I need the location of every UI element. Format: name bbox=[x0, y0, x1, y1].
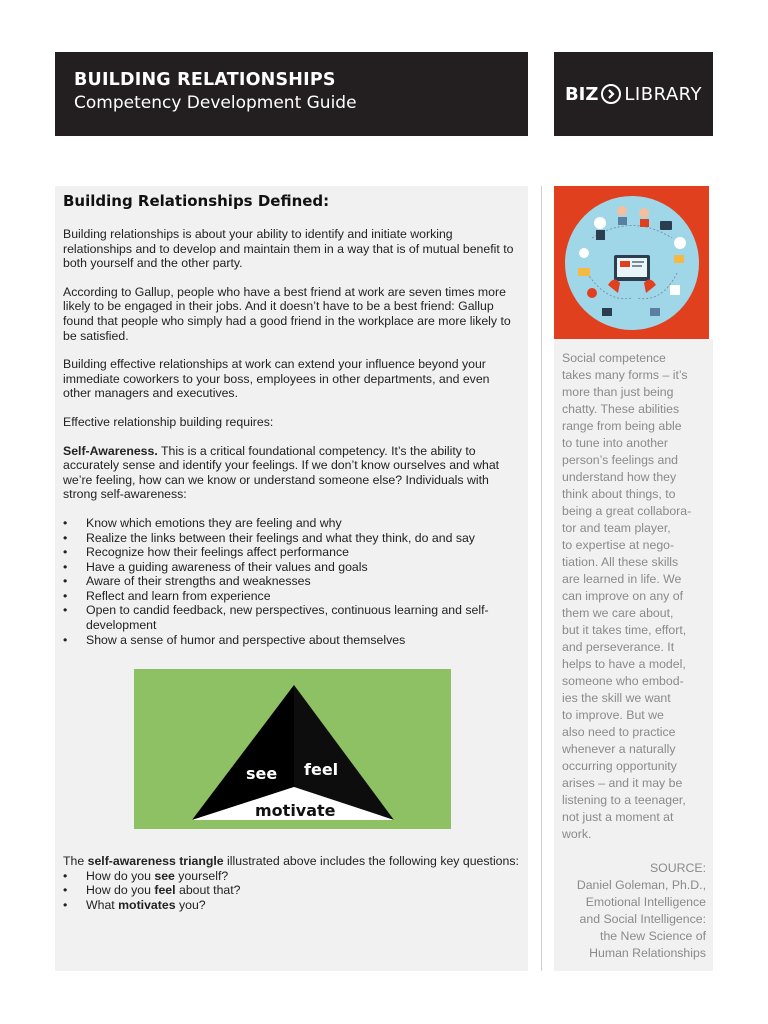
page-subtitle: Competency Development Guide bbox=[74, 93, 357, 113]
quote-line: them we care about, bbox=[562, 606, 674, 620]
quote-line: chatty. These abilities bbox=[562, 402, 680, 416]
quote-line: someone who embod- bbox=[562, 674, 684, 688]
list-item: • Have a guiding awareness of their values and goals bbox=[63, 560, 520, 575]
paragraph-influence: Building effective relationships at work can extend your influence beyond your immediate coworkers to your boss, employees in other departments, and even other managers and executives. bbox=[63, 357, 490, 401]
logo-biz-text: BIZ bbox=[564, 83, 599, 105]
question-pre: How do you bbox=[86, 883, 155, 898]
main-content bbox=[55, 186, 528, 971]
sidebar-quote bbox=[562, 350, 706, 843]
quote-line: understand how they bbox=[562, 470, 677, 484]
list-item bbox=[63, 883, 520, 898]
quote-line: tor and team player, bbox=[562, 521, 671, 535]
quote-line: to expertise at nego- bbox=[562, 538, 675, 552]
source-line: SOURCE: bbox=[649, 861, 706, 875]
source-line: and Social Intelligence: bbox=[579, 912, 706, 926]
quote-line: Social competence bbox=[562, 351, 666, 365]
quote-line: to tune into another bbox=[562, 436, 668, 450]
quote-line: ies the skill we want bbox=[562, 691, 671, 705]
question-bold: feel bbox=[154, 883, 176, 898]
intro-post: illustrated above includes the following key questions: bbox=[223, 854, 519, 869]
quote-line: think about things, to bbox=[562, 487, 676, 501]
intro-bold: self-awareness triangle bbox=[87, 854, 224, 869]
list-item: • Know which emotions they are feeling and why bbox=[63, 516, 520, 531]
header-banner bbox=[55, 52, 528, 136]
question-post: about that? bbox=[175, 883, 241, 898]
list-item bbox=[63, 898, 520, 913]
quote-line: arises – and it may be bbox=[562, 776, 683, 790]
quote-line: listening to a teenager, bbox=[562, 793, 686, 807]
source-line: Emotional Intelligence bbox=[585, 895, 706, 909]
paragraph-requires: Effective relationship building requires: bbox=[63, 414, 274, 429]
paragraph-self-awareness bbox=[63, 444, 520, 502]
sidebar-quote-panel bbox=[554, 339, 713, 971]
list-item: • Reflect and learn from experience bbox=[63, 589, 520, 604]
paragraph-triangle-intro bbox=[63, 854, 520, 869]
self-awareness-label: Self-Awareness. bbox=[63, 443, 158, 458]
question-post: you? bbox=[175, 898, 206, 913]
self-awareness-triangle bbox=[134, 669, 451, 829]
question-post: yourself? bbox=[174, 868, 229, 883]
quote-line: are learned in life. We bbox=[562, 572, 682, 586]
quote-line: work. bbox=[562, 827, 592, 841]
quote-line: person’s feelings and bbox=[562, 453, 678, 467]
quote-line: takes many forms – it’s bbox=[562, 368, 688, 382]
paragraph-definition: Building relationships is about your ability to identify and initiate working relationships and to develop and maintain them in a way that is of mutual benefit to both yourself and the other party. bbox=[63, 227, 514, 271]
source-line: Daniel Goleman, Ph.D., bbox=[576, 878, 706, 892]
question-pre: How do you bbox=[86, 868, 155, 883]
quote-line: tiation. All these skills bbox=[562, 555, 679, 569]
list-item: • Recognize how their feelings affect performance bbox=[63, 545, 520, 560]
quote-line: being a great collabora- bbox=[562, 504, 692, 518]
sidebar-source bbox=[562, 860, 706, 962]
list-item: • Realize the links between their feelings and what they think, do and say bbox=[63, 531, 520, 546]
quote-line: to improve. But we bbox=[562, 708, 664, 722]
triangle-label-motivate: motivate bbox=[255, 801, 336, 821]
questions-list bbox=[63, 869, 520, 913]
quote-line: range from being able bbox=[562, 419, 682, 433]
logo-library-text: LIBRARY bbox=[624, 83, 703, 105]
quote-line: can improve on any of bbox=[562, 589, 683, 603]
quote-line: also need to practice bbox=[562, 725, 676, 739]
self-awareness-text: This is a critical foundational competency. It’s the ability to accurately sense and identify your feelings. If we don’t know ourselves and what we’re feeling, how can we know or understand someone else? Individuals with strong self-awareness: bbox=[63, 443, 500, 502]
quote-line: more than just being bbox=[562, 385, 674, 399]
self-awareness-list bbox=[63, 516, 520, 647]
section-heading: Building Relationships Defined: bbox=[63, 192, 330, 210]
triangle-label-see: see bbox=[246, 764, 278, 784]
list-item: • Show a sense of humor and perspective about themselves bbox=[63, 633, 520, 648]
column-divider bbox=[541, 186, 542, 971]
list-item bbox=[63, 869, 520, 884]
quote-line: but it takes time, effort, bbox=[562, 623, 687, 637]
quote-line: whenever a naturally bbox=[562, 742, 676, 756]
quote-line: and perseverance. It bbox=[562, 640, 675, 654]
question-bold: see bbox=[154, 868, 175, 883]
paragraph-gallup: According to Gallup, people who have a best friend at work are seven times more likely to be engaged in their jobs. And it doesn’t have to be a best friend: Gallup found that people who simply had a good friend in the workplace are more likely to be satisfied. bbox=[63, 284, 511, 343]
list-item: • Open to candid feedback, new perspectives, continuous learning and self-development bbox=[63, 603, 520, 632]
intro-pre: The bbox=[63, 854, 88, 869]
source-line: the New Science of bbox=[600, 929, 706, 943]
bizlibrary-logo bbox=[554, 52, 713, 136]
question-pre: What bbox=[86, 898, 119, 913]
quote-line: not just a moment at bbox=[562, 810, 674, 824]
question-bold: motivates bbox=[118, 898, 176, 913]
page-title: BUILDING RELATIONSHIPS bbox=[74, 70, 336, 90]
source-line: Human Relationships bbox=[589, 946, 706, 960]
chevron-right-icon bbox=[601, 84, 621, 104]
quote-line: helps to have a model, bbox=[562, 657, 686, 671]
social-network-illustration bbox=[554, 186, 709, 339]
quote-line: occurring opportunity bbox=[562, 759, 677, 773]
triangle-label-feel: feel bbox=[304, 760, 339, 780]
list-item: • Aware of their strengths and weaknesses bbox=[63, 574, 520, 589]
